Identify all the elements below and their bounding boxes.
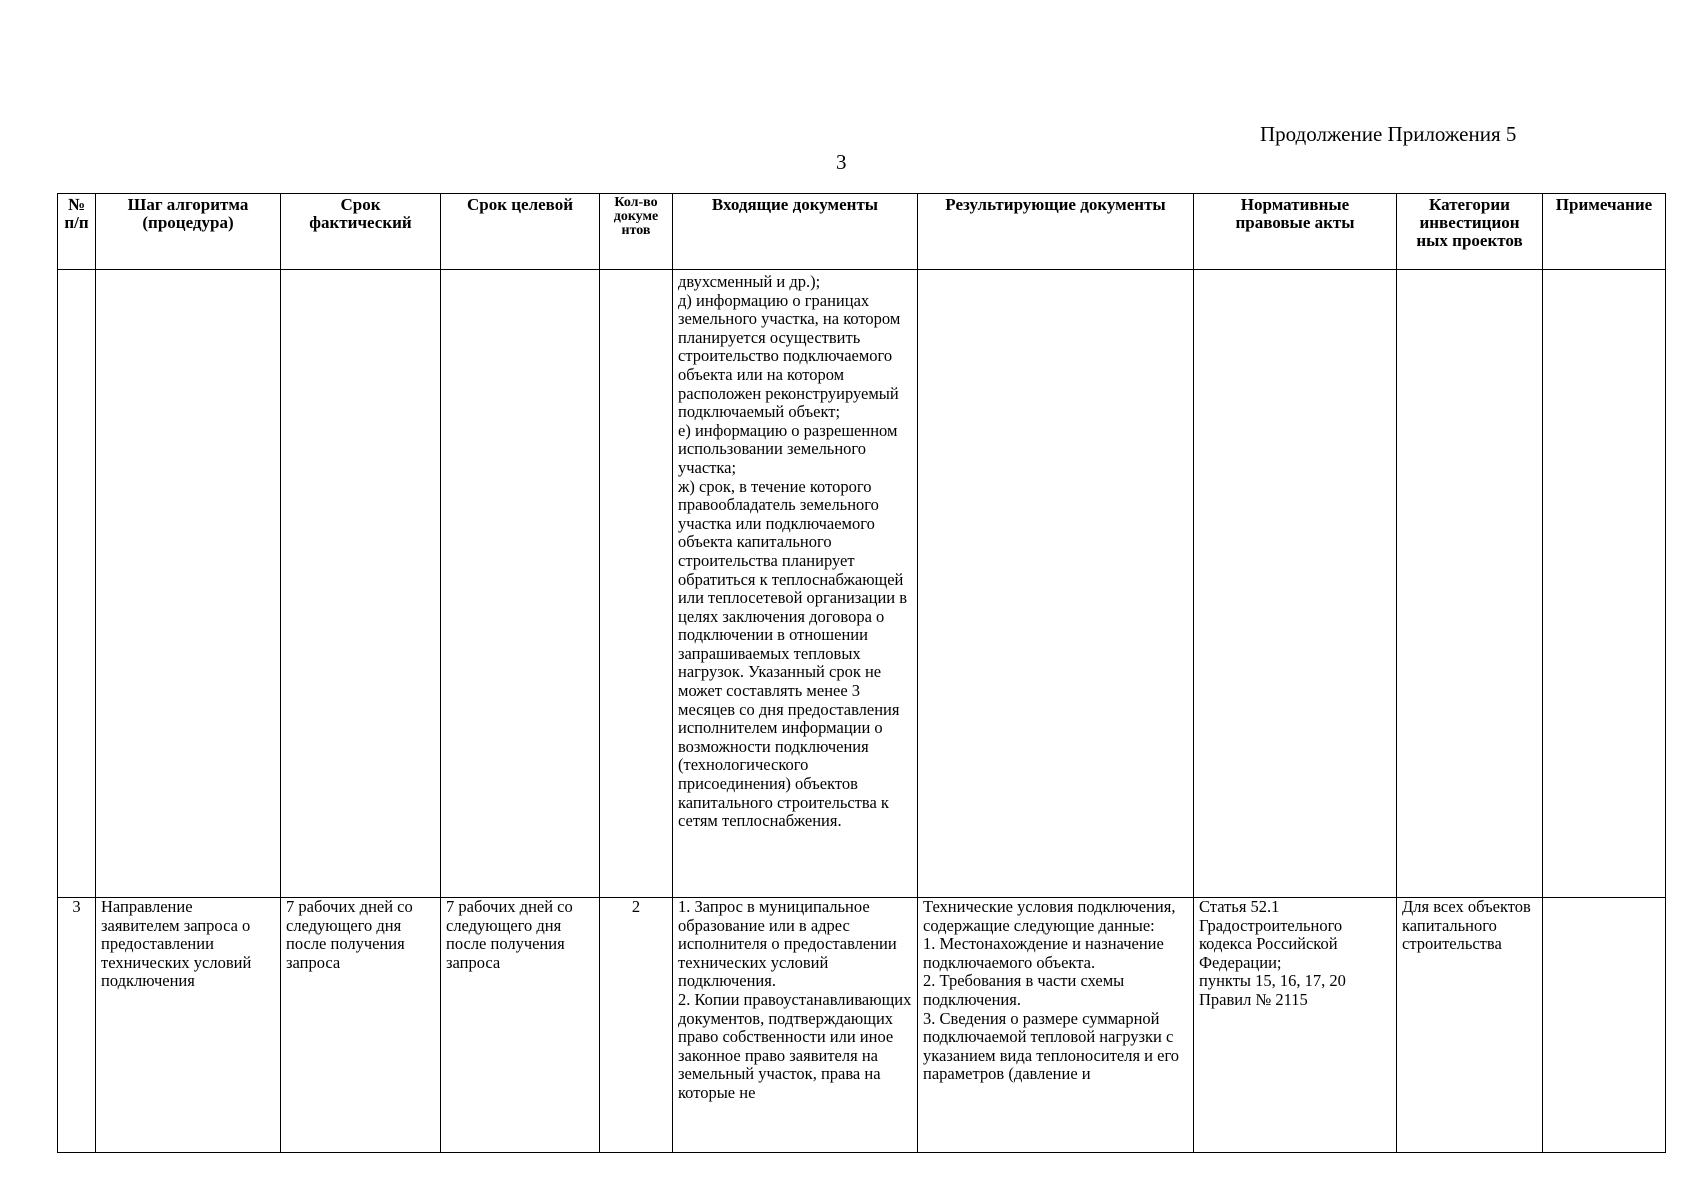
incoming-docs-continuation-cell bbox=[673, 270, 918, 898]
table-cell bbox=[1397, 270, 1543, 898]
incoming-docs-continuation-text: двухсменный и др.); д) информацию о границах земельного участка, на котором планируется осуществить строительство подключаемого объекта или на котором расположен реконструируемый подключаемый объект; е) информацию о разрешенном использовании земельного участка; ж) срок, в течение которого правообладатель земельного участка или подключаемого объекта капитального строительства планирует обратиться к теплоснабжающей или теплосетевой организации в целях заключения договора о подключении в отношении запрашиваемых тепловых нагрузок. Указанный срок не может составлять менее 3 месяцев со дня предоставления исполнителем информации о возможности подключения (технологического присоединения) объектов капитального строительства к сетям теплоснабжения. bbox=[678, 272, 908, 831]
column-header-incoming-docs: Входящие документы bbox=[673, 194, 918, 270]
table-cell bbox=[1543, 270, 1666, 898]
table-row-step-3 bbox=[58, 898, 1666, 1153]
note-cell bbox=[1543, 898, 1666, 1153]
doc-count-cell: 2 bbox=[600, 898, 673, 1153]
column-header-result-docs: Результирующие документы bbox=[918, 194, 1194, 270]
table-cell bbox=[1194, 270, 1397, 898]
table-cell bbox=[918, 270, 1194, 898]
table-cell bbox=[441, 270, 600, 898]
result-docs-cell: Технические условия подключения, содержащие следующие данные: 1. Местонахождение и назначение подключаемого объекта. 2. Требования в части схемы подключения. 3. Сведения о размере суммарной подключаемой тепловой нагрузки с указанием вида теплоносителя и его параметров (давление и bbox=[918, 898, 1194, 1153]
table-cell bbox=[281, 270, 441, 898]
column-header-note: Примечание bbox=[1543, 194, 1666, 270]
column-header-step: Шаг алгоритма (процедура) bbox=[96, 194, 281, 270]
table-cell bbox=[58, 270, 96, 898]
page-number: 3 bbox=[836, 150, 847, 174]
column-header-legal-acts: Нормативные правовые акты bbox=[1194, 194, 1397, 270]
term-actual-cell: 7 рабочих дней со следующего дня после получения запроса bbox=[281, 898, 441, 1153]
row-number-cell: 3 bbox=[58, 898, 96, 1153]
table-cell bbox=[600, 270, 673, 898]
table-cell bbox=[96, 270, 281, 898]
column-header-number: № п/п bbox=[58, 194, 96, 270]
algorithm-table bbox=[57, 193, 1666, 1153]
step-cell: Направление заявителем запроса о предоставлении технических условий подключения bbox=[96, 898, 281, 1153]
column-header-doc-count: Кол-во докуме нтов bbox=[600, 194, 673, 270]
legal-acts-cell: Статья 52.1 Градостроительного кодекса Российской Федерации; пункты 15, 16, 17, 20 Правил № 2115 bbox=[1194, 898, 1397, 1153]
column-header-project-categories: Категории инвестицион ных проектов bbox=[1397, 194, 1543, 270]
column-header-term-actual: Срок фактический bbox=[281, 194, 441, 270]
term-target-cell: 7 рабочих дней со следующего дня после получения запроса bbox=[441, 898, 600, 1153]
incoming-docs-cell: 1. Запрос в муниципальное образование или в адрес исполнителя о предоставлении технических условий подключения. 2. Копии правоустанавливающих документов, подтверждающих право собственности или иное законное право заявителя на земельный участок, права на которые не bbox=[673, 898, 918, 1153]
project-category-cell: Для всех объектов капитального строительства bbox=[1397, 898, 1543, 1153]
appendix-title: Продолжение Приложения 5 bbox=[1260, 122, 1517, 146]
column-header-term-target: Срок целевой bbox=[441, 194, 600, 270]
table-row-continuation bbox=[58, 270, 1666, 898]
table-header-row bbox=[58, 194, 1666, 270]
